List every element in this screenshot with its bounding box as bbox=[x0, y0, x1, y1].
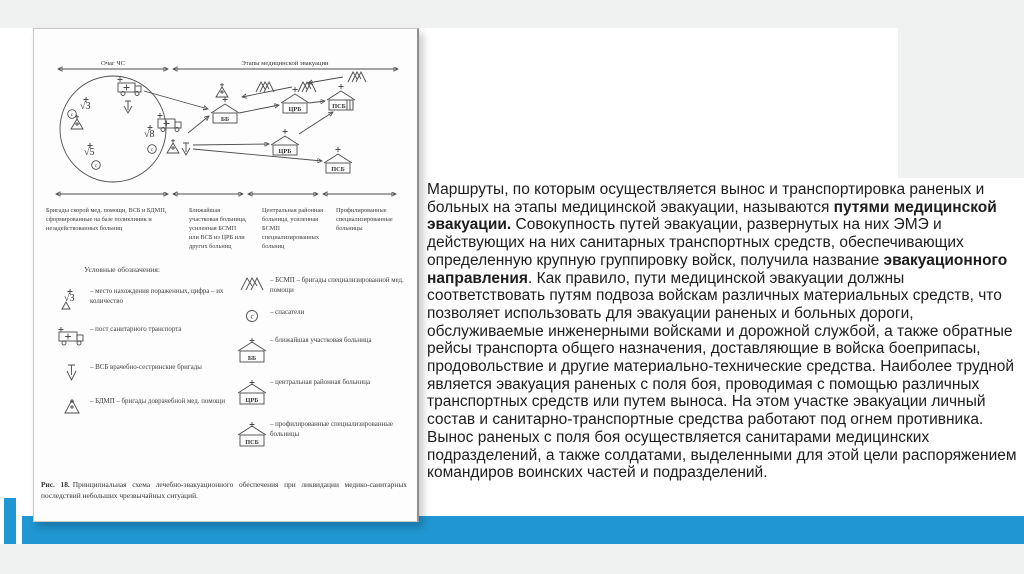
legend-item bbox=[234, 378, 410, 407]
legend-item bbox=[234, 276, 410, 295]
rescuer-icon bbox=[92, 161, 101, 170]
bsmp-peaks-icon bbox=[256, 82, 274, 92]
bdmp-triangle-icon bbox=[167, 139, 179, 153]
svg-text:ЦРБ: ЦРБ bbox=[278, 148, 292, 155]
casualty-mark-icon bbox=[54, 287, 90, 310]
left-accent-block bbox=[4, 498, 16, 544]
body-text-segment: Совокупность путей эвакуации, развернутых на них ЭМЭ и действующих на них санитарных транспортных средств, обеспечивающих определенную крупную группировку войск, получила название bbox=[427, 216, 964, 269]
vsb-arrow-icon bbox=[124, 101, 132, 113]
transport-post-icon bbox=[158, 113, 182, 132]
legend-item-label: – спасатели bbox=[270, 309, 305, 317]
legend-item-label: – центральная районная больница bbox=[270, 379, 371, 387]
bb-house-icon bbox=[234, 336, 270, 365]
legend-item bbox=[234, 308, 410, 323]
svg-text:ПСБ: ПСБ bbox=[331, 166, 345, 173]
figure-caption-number: Рис. 18. bbox=[41, 480, 70, 489]
rescuer-icon bbox=[148, 145, 157, 154]
svg-text:ББ: ББ bbox=[220, 116, 230, 123]
svg-text:√8: √8 bbox=[144, 129, 155, 140]
svg-text:ЦРБ: ЦРБ bbox=[288, 106, 302, 113]
figure-caption bbox=[41, 479, 407, 501]
legend-item-label: – ВСБ врачебно-сестринские бригады bbox=[90, 364, 202, 371]
svg-text:√5: √5 bbox=[84, 147, 95, 158]
crb-house bbox=[271, 129, 299, 155]
svg-text:с: с bbox=[94, 163, 98, 169]
vsb-arrow-icon bbox=[182, 143, 190, 155]
body-text-term: эвакуационного направления bbox=[427, 251, 1008, 287]
legend-item-label: – БСМП – бригады специализированной мед. помощи bbox=[270, 277, 404, 294]
legend-item bbox=[54, 363, 232, 382]
evacuation-scheme-diagram bbox=[40, 57, 406, 207]
crb-house bbox=[281, 87, 309, 113]
bdmp-triangle-icon bbox=[54, 397, 90, 414]
legend-item bbox=[54, 397, 232, 414]
casualty-mark-8 bbox=[144, 125, 155, 140]
bdmp-triangle-icon bbox=[216, 83, 228, 97]
top-right-gray-panel bbox=[898, 0, 1024, 178]
casualty-mark-5 bbox=[84, 143, 95, 158]
body-text bbox=[427, 181, 1020, 482]
legend-item-label: – пост санитарного транспорта bbox=[90, 326, 182, 333]
legend-item-label: – ближайшая участковая больница bbox=[270, 337, 372, 345]
axis-label-left: Очаг ЧС bbox=[100, 60, 126, 67]
rescuer-circle-icon bbox=[234, 308, 270, 323]
legend-item-label: – профилированные специализированные больницы bbox=[270, 421, 393, 438]
svg-text:с: с bbox=[150, 147, 154, 153]
psb-house-icon bbox=[234, 420, 270, 449]
legend-title: Условные обозначения: bbox=[84, 265, 160, 274]
transport-post-icon bbox=[118, 77, 142, 96]
stage-label-3: Центральная районная больница, усиленная БСМП специализированных больниц bbox=[262, 207, 324, 250]
stage-label-4: Профилированные специализированные больницы bbox=[336, 207, 393, 232]
legend-item-label: – место нахождения пораженных, цифра – их количество bbox=[90, 288, 224, 305]
body-text-term: путями медицинской эвакуации. bbox=[427, 198, 997, 234]
vsb-arrow-icon bbox=[54, 363, 90, 382]
svg-text:с: с bbox=[250, 312, 254, 321]
figure-caption-text: Принципиальная схема лечебно-эвакуационного обеспечения при ликвидации медико-санитарных последствий небольших чрезвычайных ситуаций. bbox=[41, 480, 407, 501]
legend-item bbox=[234, 336, 410, 365]
crb-house-icon bbox=[234, 378, 270, 407]
svg-text:√3: √3 bbox=[80, 101, 91, 112]
legend-item-label: – БДМП – бригады доврачебной мед. помощи bbox=[90, 398, 226, 405]
top-gray-strip bbox=[0, 0, 1024, 28]
axis-label-right: Этапы медицинской эвакуации bbox=[241, 60, 329, 67]
body-text-segment: . Как правило, пути медицинской эвакуации должны соответствовать путям подвоза войскам различных материальных средств, что позволяет использовать для эвакуации раненых и больных дороги, обслуживаемые инженерными войсками и дорожной службой, а также обратные рейсы транспорта общего назначения, доставляющие в войска боеприпасы, продовольствие и другие материально-технические средства. Наиболее трудной является эвакуация раненых с поля боя, проводимая с помощью различных транспортных средств или путем выноса. На этом участке эвакуации личный состав и санитарно-транспортные средства работают под огнем противника. Вынос раненых с поля боя осуществляется санитарами медицинских подразделений, а также солдатами, выделенными для этой цели распоряжением командиров воинских частей и подразделений. bbox=[427, 269, 1017, 482]
legend-item bbox=[54, 325, 232, 348]
bb-house bbox=[211, 97, 239, 123]
transport-post-icon bbox=[54, 325, 90, 348]
svg-text:ББ: ББ bbox=[247, 355, 257, 363]
psb-house bbox=[327, 84, 355, 110]
legend-left-column bbox=[54, 287, 232, 414]
stage-label-2: Ближайшая участковая больница, усиленная БСМП или ВСБ из ЦРБ или других больниц bbox=[189, 207, 247, 250]
psb-house bbox=[324, 147, 352, 173]
legend-item bbox=[54, 287, 232, 310]
bsmp-peaks-icon bbox=[298, 82, 316, 92]
svg-text:ПСБ: ПСБ bbox=[332, 103, 346, 110]
figure-card bbox=[33, 28, 419, 522]
svg-text:с: с bbox=[70, 112, 74, 118]
stage-label-1: Бригады скорой мед. помощи, ВСБ и БДМП, сформированные на базе поликлиник и незадействованных больниц bbox=[46, 207, 167, 232]
svg-text:ЦРБ: ЦРБ bbox=[245, 397, 259, 405]
svg-text:ПСБ: ПСБ bbox=[245, 439, 259, 447]
casualty-mark-3 bbox=[80, 97, 91, 112]
bsmp-peaks-icon bbox=[234, 276, 270, 291]
body-text-segment: Маршруты, по которым осуществляется вынос и транспортировка раненых и больных на этапы медицинской эвакуации, называются bbox=[427, 181, 985, 216]
legend-item bbox=[234, 420, 410, 449]
top-axis bbox=[58, 60, 398, 69]
svg-text:√3: √3 bbox=[64, 293, 75, 304]
bottom-gray-strip bbox=[0, 544, 1024, 574]
bsmp-peaks-icon bbox=[348, 72, 366, 82]
legend-right-column bbox=[234, 276, 410, 449]
